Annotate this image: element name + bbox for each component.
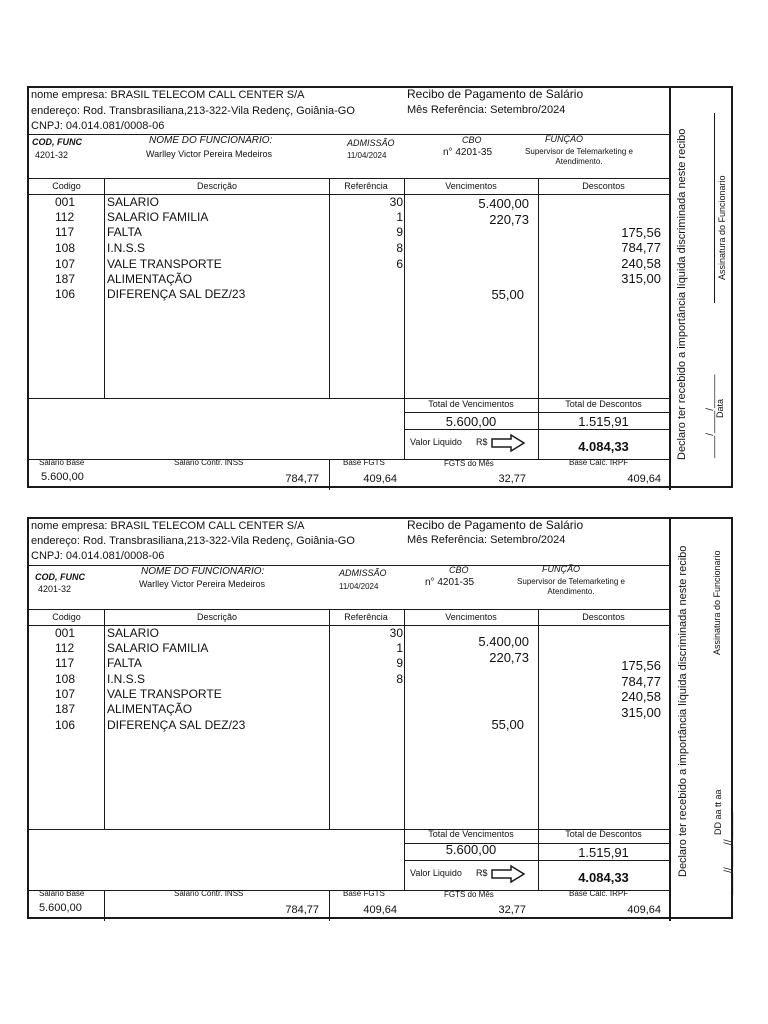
- total-deductions-value: 1.515,91: [578, 414, 629, 429]
- item-deductions: 240,58: [621, 256, 661, 271]
- item-code: 187: [55, 272, 76, 286]
- inss-value: 784,77: [285, 904, 319, 916]
- item-description: FALTA: [107, 656, 142, 670]
- item-code: 001: [55, 626, 76, 640]
- cod-func-value: 4201-32: [35, 150, 69, 160]
- column-header-earnings: Vencimentos: [445, 181, 497, 191]
- item-deductions: 240,58: [621, 689, 661, 704]
- function-value: Supervisor de Telemarketing e Atendimento.: [517, 577, 625, 596]
- fgts-month-label: FGTS do Mês: [444, 459, 494, 468]
- item-description: SALARIO: [107, 195, 160, 209]
- item-code: 112: [55, 641, 75, 655]
- company-address: endereço: Rod. Transbrasiliana,213-322-Vila Redenç, Goiânia-GO: [31, 535, 355, 547]
- employee-name: Warlley Victor Pereira Medeiros: [146, 149, 273, 159]
- total-earnings-value: 5.600,00: [445, 842, 497, 857]
- item-description: ALIMENTAÇÃO: [107, 702, 193, 716]
- receipt-title: Recibo de Pagamento de Salário: [407, 518, 584, 532]
- irpf-base-label: Base Calc. IRPF: [569, 458, 629, 467]
- employee-name-label: NOME DO FUNCIONÁRIO:: [141, 566, 265, 577]
- column-header-deductions: Descontos: [582, 181, 625, 191]
- item-code: 106: [55, 287, 76, 301]
- fgts-base-value: 409,64: [363, 904, 397, 916]
- cbo-label: CBO: [449, 565, 469, 575]
- arrow-right-icon: [491, 434, 525, 452]
- item-code: 117: [55, 225, 75, 239]
- company-address: endereço: Rod. Transbrasiliana,213-322-Vila Redenç, Goiânia-GO: [31, 105, 355, 117]
- inss-label: Salario Contr. INSS: [174, 458, 244, 467]
- item-code: 107: [55, 257, 76, 271]
- declaration-text: Declaro ter recebido a importância líquida discriminada neste recibo: [677, 545, 689, 877]
- irpf-base-label: Base Calc. IRPF: [569, 889, 629, 898]
- function-label: FUNÇÃO: [542, 564, 580, 574]
- item-description: DIFERENÇA SAL DEZ/23: [107, 287, 246, 301]
- currency-label: R$: [476, 868, 488, 878]
- function-value: Supervisor de Telemarketing e Atendimento.: [525, 147, 633, 166]
- date-field[interactable]: ____/____/______: [705, 374, 716, 458]
- item-reference: 9: [396, 656, 403, 670]
- item-deductions: 315,00: [621, 271, 661, 286]
- cod-func-label: COD, FUNC: [35, 572, 85, 582]
- total-earnings-label: Total de Vencimentos: [428, 829, 514, 839]
- item-description: I.N.S.S: [107, 672, 146, 686]
- total-deductions-value: 1.515,91: [578, 845, 629, 860]
- item-description: I.N.S.S: [107, 241, 146, 255]
- item-code: 001: [55, 195, 76, 209]
- item-description: SALARIO FAMILIA: [107, 210, 209, 224]
- item-reference: 6: [396, 257, 403, 271]
- item-description: DIFERENÇA SAL DEZ/23: [107, 718, 246, 732]
- item-description: VALE TRANSPORTE: [107, 687, 222, 701]
- fgts-month-label: FGTS do Mês: [444, 890, 494, 899]
- date-label: DD aa tt aa: [713, 789, 723, 835]
- total-earnings-value: 5.600,00: [445, 414, 497, 429]
- inss-label: Salario Contr. INSS: [174, 889, 244, 898]
- item-code: 107: [55, 687, 76, 701]
- date-field[interactable]: ____//____//_____: [723, 811, 734, 895]
- base-salary-label: Salario Base: [39, 458, 85, 467]
- item-description: SALARIO: [107, 626, 160, 640]
- item-reference: 30: [389, 195, 403, 209]
- signature-label: Assinatura do Funcionario: [717, 175, 727, 280]
- item-reference: 1: [396, 641, 403, 655]
- employee-name: Warlley Victor Pereira Medeiros: [139, 579, 266, 589]
- company-cnpj: CNPJ: 04.014.081/0008-06: [31, 550, 165, 562]
- item-description: SALARIO FAMILIA: [107, 641, 209, 655]
- column-header-deductions: Descontos: [582, 612, 625, 622]
- admission-label: ADMISSÃO: [339, 568, 387, 578]
- reference-month: Mês Referência: Setembro/2024: [407, 534, 566, 546]
- cbo-value: n° 4201-35: [443, 147, 493, 158]
- function-label: FUNÇÃO: [545, 134, 583, 144]
- item-description: FALTA: [107, 225, 142, 239]
- employee-name-label: NOME DO FUNCIONÁRIO:: [149, 135, 273, 146]
- item-code: 108: [55, 241, 76, 255]
- cbo-label: CBO: [462, 135, 482, 145]
- fgts-base-label: Base FGTS: [343, 458, 385, 467]
- cbo-value: n° 4201-35: [425, 577, 475, 588]
- item-reference: 1: [396, 210, 403, 224]
- date-label: Data: [715, 398, 725, 418]
- base-salary-value: 5.600,00: [39, 902, 82, 914]
- net-value-label: Valor Liquido: [410, 868, 462, 878]
- fgts-month-value: 32,77: [498, 904, 526, 916]
- admission-date: 11/04/2024: [339, 582, 379, 591]
- company-name: nome empresa: BRASIL TELECOM CALL CENTER S/A: [31, 89, 305, 101]
- item-reference: 8: [396, 241, 403, 255]
- signature-label: Assinatura do Funcionario: [712, 550, 722, 655]
- fgts-month-value: 32,77: [498, 473, 526, 485]
- company-name: nome empresa: BRASIL TELECOM CALL CENTER S/A: [31, 520, 305, 532]
- base-salary-label: Salario Base: [39, 889, 85, 898]
- column-header-code: Codigo: [52, 181, 81, 191]
- column-header-earnings: Vencimentos: [445, 612, 497, 622]
- item-deductions: 315,00: [621, 705, 661, 720]
- reference-month: Mês Referência: Setembro/2024: [407, 104, 566, 116]
- total-deductions-label: Total de Descontos: [565, 399, 642, 409]
- item-deductions: 175,56: [621, 225, 661, 240]
- total-earnings-label: Total de Vencimentos: [428, 399, 514, 409]
- net-value-label: Valor Liquido: [410, 437, 462, 447]
- item-description: ALIMENTAÇÃO: [107, 272, 193, 286]
- base-salary-value: 5.600,00: [41, 471, 84, 483]
- item-reference: 30: [389, 626, 403, 640]
- cod-func-label: COD, FUNC: [32, 137, 82, 147]
- item-earnings: 220,73: [489, 650, 529, 665]
- item-code: 106: [55, 718, 76, 732]
- admission-date: 11/04/2024: [347, 151, 387, 160]
- item-deductions: 175,56: [621, 658, 661, 673]
- column-header-description: Descrição: [196, 612, 237, 622]
- item-reference: 9: [396, 225, 403, 239]
- receipt-title: Recibo de Pagamento de Salário: [407, 87, 584, 101]
- column-header-reference: Referência: [344, 612, 388, 622]
- item-reference: 8: [396, 672, 403, 686]
- arrow-right-icon: [491, 865, 525, 883]
- payslip-receipt-1: [27, 86, 733, 488]
- company-cnpj: CNPJ: 04.014.081/0008-06: [31, 120, 165, 132]
- item-code: 112: [55, 210, 75, 224]
- irpf-base-value: 409,64: [627, 473, 661, 485]
- fgts-base-label: Base FGTS: [343, 889, 385, 898]
- admission-label: ADMISSÃO: [347, 138, 395, 148]
- item-earnings: 5.400,00: [478, 196, 529, 211]
- item-earnings: 55,00: [491, 287, 524, 302]
- inss-value: 784,77: [285, 473, 319, 485]
- item-earnings: 5.400,00: [478, 634, 529, 649]
- column-header-reference: Referência: [344, 181, 388, 191]
- item-earnings: 220,73: [489, 212, 529, 227]
- item-deductions: 784,77: [621, 240, 661, 255]
- cod-func-value: 4201-32: [38, 584, 72, 594]
- item-code: 117: [55, 656, 75, 670]
- net-value: 4.084,33: [578, 439, 629, 454]
- item-deductions: 784,77: [621, 674, 661, 689]
- column-header-code: Codigo: [52, 612, 81, 622]
- total-deductions-label: Total de Descontos: [565, 829, 642, 839]
- item-code: 108: [55, 672, 76, 686]
- irpf-base-value: 409,64: [627, 904, 661, 916]
- item-earnings: 55,00: [491, 717, 524, 732]
- fgts-base-value: 409,64: [363, 473, 397, 485]
- item-code: 187: [55, 702, 76, 716]
- net-value: 4.084,33: [578, 870, 629, 885]
- payslip-receipt-2: [27, 517, 733, 919]
- declaration-text: Declaro ter recebido a importância líquida discriminada neste recibo: [676, 128, 688, 460]
- item-description: VALE TRANSPORTE: [107, 257, 222, 271]
- column-header-description: Descrição: [196, 181, 237, 191]
- currency-label: R$: [476, 437, 488, 447]
